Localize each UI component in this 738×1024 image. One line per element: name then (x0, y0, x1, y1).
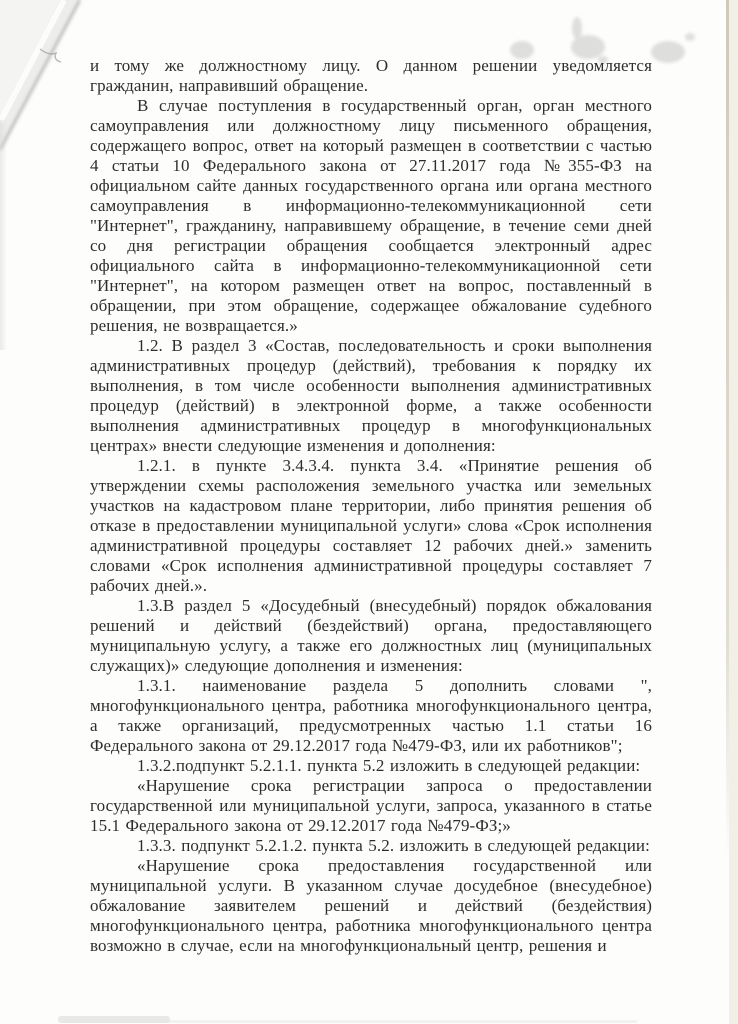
paragraph-internet-answer: В случае поступления в государственный орган, орган местного самоуправления или должностному лицу письменного обращения, содержащего вопрос, ответ на который размещен в соответствии с частью 4 статьи 10 Федерального закона от 27.11.2017 года №355-ФЗ на официальном сайте данных государственного органа или органа местного самоуправления в информационно-телекоммуникационной сети "Интернет", гражданину, направившему обращение, в течение семи дней со дня регистрации обращения сообщается электронный адрес официального сайта в информационно-телекоммуникационной сети "Интернет", на котором размещен ответ на вопрос, поставленный в обращении, при этом обращение, содержащее обжалование судебного решения, не возвращается.» (90, 96, 652, 335)
page-corner-fold (0, 0, 80, 350)
paragraph-quote-violation: «Нарушение срока предоставления государственной или муниципальной услуги. В указанном случае досудебное (внесудебное) обжалование заявителем решений и действий (бездействия) многофункционального центра, работника многофункционального центра возможно в случае, если на многофункциональный центр, решения и (90, 856, 652, 955)
paragraph-quote-registration: «Нарушение срока регистрации запроса о предоставлении государственной или муниципальной услуги, запроса, указанного в статье 15.1 Федерального закона от 29.12.2017 года №479-ФЗ;» (90, 776, 652, 835)
paragraph-item-1-2-1: 1.2.1. в пункте 3.4.3.4. пункта 3.4. «Принятие решения об утверждении схемы расположения земельного участка или земельных участков на кадастровом плане территории, либо принятия решения об отказе в предоставлении муниципальной услуги» слова «Срок исполнения административной процедуры составляет 12 рабочих дней.» заменить словами «Срок исполнения административной процедуры составляет 7 рабочих дней.». (90, 456, 652, 595)
page-right-edge (726, 0, 738, 1024)
paragraph-continuation: и тому же должностному лицу. О данном решении уведомляется гражданин, направивший обращение. (90, 56, 652, 95)
left-edge-shadow (0, 120, 7, 350)
document-body (90, 56, 652, 956)
paragraph-item-1-3-3: 1.3.3. подпункт 5.2.1.2. пункта 5.2. изложить в следующей редакции: (137, 836, 650, 855)
paragraph-item-1-3-1: 1.3.1. наименование раздела 5 дополнить словами ", многофункционального центра, работника многофункционального центра, а также организаций, предусмотренных частью 1.1 статьи 16 Федерального закона от 29.12.2017 года №479-ФЗ, или их работников"; (90, 676, 652, 755)
scanner-bottom-smudge (58, 1016, 637, 1023)
paragraph-item-1-2: 1.2. В раздел 3 «Состав, последовательность и сроки выполнения административных процедур (действий), требования к порядку их выполнения, в том числе особенности выполнения административных процедур (действий) в электронной форме, а также особенности выполнения административных процедур в многофункциональных центрах» внести следующие изменения и дополнения: (90, 336, 652, 455)
paragraph-item-1-3: 1.3.В раздел 5 «Досудебный (внесудебный) порядок обжалования решений и действий (бездействий) органа, предоставляющего муниципальную услугу, а также его должностных лиц (муниципальных служащих)» следующие дополнения и изменения: (90, 596, 652, 675)
paragraph-item-1-3-2: 1.3.2.подпункт 5.2.1.1. пункта 5.2 изложить в следующей редакции: (137, 756, 641, 775)
corner-crease-mark (40, 49, 61, 62)
